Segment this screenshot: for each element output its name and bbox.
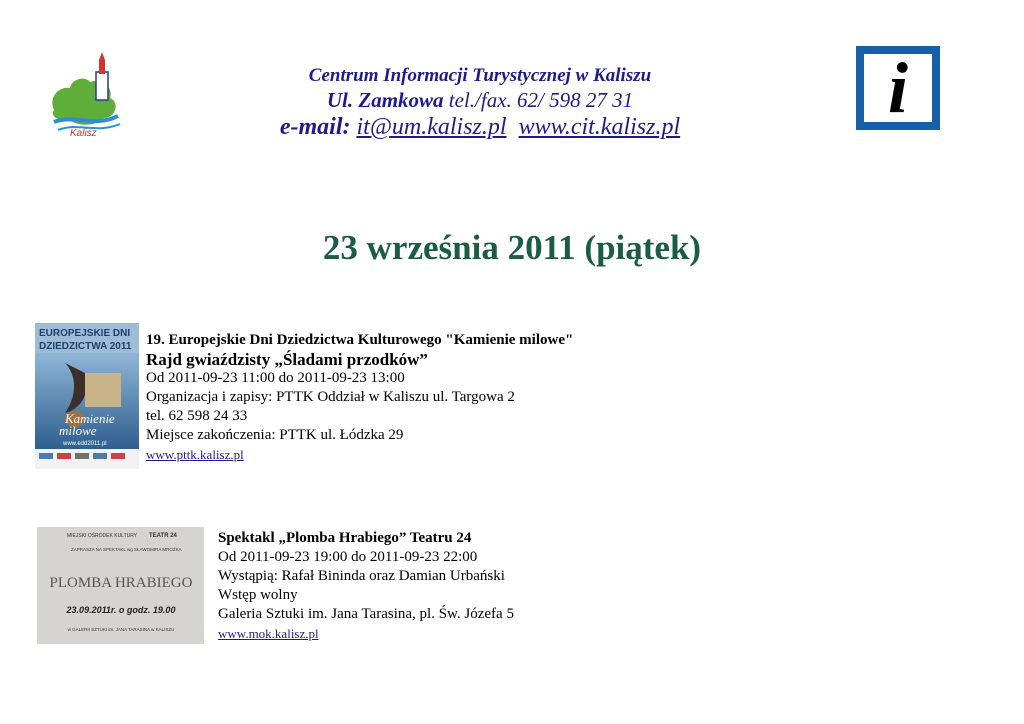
poster2-invite: ZAPRASZA NA SPEKTAKL wg SŁAWOMIRA MROŻKA <box>71 547 182 552</box>
info-icon <box>856 46 940 130</box>
poster2-date: 23.09.2011r. o godz. 19.00 <box>66 605 176 615</box>
poster1-url: www.edd2011.pl <box>63 441 107 447</box>
kalisz-logo <box>44 52 128 138</box>
info-icon-inner <box>864 48 932 128</box>
phone: tel./fax. 62/ 598 27 31 <box>443 88 634 112</box>
header-contact <box>200 112 760 142</box>
poster1-line2: DZIEDZICTWA 2011 <box>39 341 132 352</box>
date-title: 23 września 2011 (piątek) <box>322 228 702 267</box>
poster2-title: PLOMBA HRABIEGO <box>49 575 193 591</box>
poster1-caption2: milowe <box>59 423 97 438</box>
event2-title: Spektakl „Plomba Hrabiego” Teatru 24 <box>218 530 472 546</box>
event1-title: 19. Europejskie Dni Dziedzictwa Kulturowego "Kamienie milowe" <box>146 332 574 348</box>
event1-tel: tel. 62 598 24 33 <box>146 408 248 424</box>
event2-link[interactable]: www.mok.kalisz.pl <box>218 626 319 641</box>
email-label: e-mail: <box>279 114 357 140</box>
event2-time: Od 2011-09-23 19:00 do 2011-09-23 22:00 <box>218 549 478 565</box>
header-title: Centrum Informacji Turystycznej w Kaliszu <box>308 65 652 86</box>
header-address <box>200 88 760 112</box>
event2 <box>218 529 778 644</box>
poster2-top2: TEATR 24 <box>149 533 177 539</box>
event1-link[interactable]: www.pttk.kalisz.pl <box>146 447 244 462</box>
event1-subtitle: Rajd gwiaździsty „Śladami przodków” <box>146 350 428 369</box>
poster2-venue: w GALERII SZTUKI im. JANA TARASINA w KALISZU <box>67 627 175 632</box>
event2-place: Galeria Sztuki im. Jana Tarasina, pl. Św. Józefa 5 <box>218 606 514 622</box>
event1-poster <box>35 323 139 469</box>
event1-end: Miejsce zakończenia: PTTK ul. Łódzka 29 <box>146 427 404 443</box>
event1-org: Organizacja i zapisy: PTTK Oddział w Kaliszu ul. Targowa 2 <box>146 389 515 405</box>
event2-poster <box>37 527 204 644</box>
poster1-caption1: Kamienie <box>65 411 115 426</box>
info-glyph: i <box>887 48 908 128</box>
event2-entry: Wstęp wolny <box>218 587 298 603</box>
poster1-line1: EUROPEJSKIE DNI <box>39 328 131 339</box>
street: Ul. Zamkowa <box>326 88 444 112</box>
event1 <box>146 331 706 465</box>
kalisz-logo-icon <box>44 52 128 138</box>
email-link[interactable]: it@um.kalisz.pl <box>356 114 507 140</box>
website-link[interactable]: www.cit.kalisz.pl <box>518 114 681 140</box>
event1-time: Od 2011-09-23 11:00 do 2011-09-23 13:00 <box>146 370 405 386</box>
poster2-top1: MIEJSKI OŚRODEK KULTURY <box>67 533 138 539</box>
header <box>200 64 760 142</box>
event2-cast: Wystąpią: Rafał Bininda oraz Damian Urbański <box>218 568 505 584</box>
logo-text: Kalisz <box>70 128 97 138</box>
